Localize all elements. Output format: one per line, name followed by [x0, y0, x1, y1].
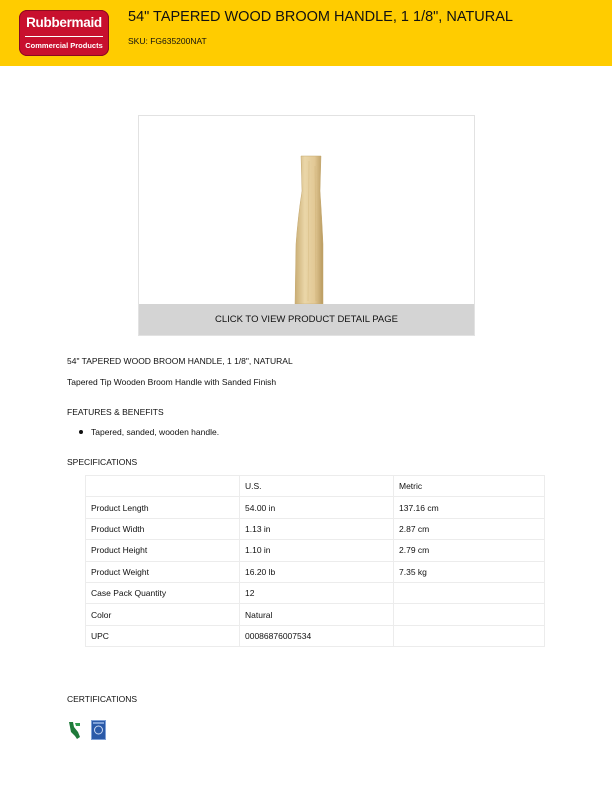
- specifications-heading: SPECIFICATIONS: [67, 457, 138, 467]
- spec-label: Product Length: [86, 497, 240, 518]
- table-row: [86, 518, 545, 539]
- spec-label: Product Weight: [86, 561, 240, 582]
- page-header: [0, 0, 612, 66]
- specifications-table: [85, 475, 545, 647]
- table-row: [86, 497, 545, 518]
- spec-metric-value: 7.35 kg: [394, 561, 545, 582]
- spec-us-value: 54.00 in: [240, 497, 394, 518]
- spec-us-value: 1.13 in: [240, 518, 394, 539]
- features-heading: FEATURES & BENEFITS: [67, 407, 164, 417]
- table-row: [86, 561, 545, 582]
- page-title: 54" TAPERED WOOD BROOM HANDLE, 1 1/8", NATURAL: [128, 9, 513, 25]
- spec-metric-value: 2.79 cm: [394, 540, 545, 561]
- spec-us-value: 00086876007534: [240, 625, 394, 646]
- spec-us-value: Natural: [240, 604, 394, 625]
- logo-divider: [25, 36, 103, 37]
- table-row: [86, 540, 545, 561]
- table-header-row: [86, 476, 545, 497]
- broom-handle-image: [139, 116, 474, 304]
- california-prop-65-icon: [67, 720, 82, 740]
- column-header-metric: Metric: [394, 476, 545, 497]
- spec-metric-value: 2.87 cm: [394, 518, 545, 539]
- spec-us-value: 12: [240, 582, 394, 603]
- spec-metric-value: 137.16 cm: [394, 497, 545, 518]
- product-description: Tapered Tip Wooden Broom Handle with Sanded Finish: [67, 377, 277, 387]
- logo-wordmark: Rubbermaid: [26, 15, 102, 30]
- sku-label: SKU: FG635200NAT: [128, 36, 207, 46]
- spec-metric-value: [394, 625, 545, 646]
- product-name: 54" TAPERED WOOD BROOM HANDLE, 1 1/8", NATURAL: [67, 356, 293, 366]
- view-detail-page-label: CLICK TO VIEW PRODUCT DETAIL PAGE: [214, 314, 398, 325]
- spec-label: UPC: [86, 625, 240, 646]
- spec-us-value: 1.10 in: [240, 540, 394, 561]
- table-row: [86, 582, 545, 603]
- spec-metric-value: [394, 582, 545, 603]
- blue-certification-seal-icon: [91, 720, 106, 740]
- spec-label: Product Height: [86, 540, 240, 561]
- rubbermaid-logo[interactable]: [19, 10, 109, 56]
- view-detail-page-button[interactable]: [139, 304, 474, 335]
- spec-label: Product Width: [86, 518, 240, 539]
- spec-label: Color: [86, 604, 240, 625]
- spec-metric-value: [394, 604, 545, 625]
- product-image-card[interactable]: [138, 115, 475, 336]
- table-row: [86, 604, 545, 625]
- spec-label: Case Pack Quantity: [86, 582, 240, 603]
- column-header: [86, 476, 240, 497]
- list-item: Tapered, sanded, wooden handle.: [79, 427, 219, 437]
- logo-subtitle: Commercial Products: [25, 41, 103, 50]
- table-row: [86, 625, 545, 646]
- certifications-heading: CERTIFICATIONS: [67, 694, 138, 704]
- features-list: [79, 427, 219, 437]
- spec-us-value: 16.20 lb: [240, 561, 394, 582]
- column-header-us: U.S.: [240, 476, 394, 497]
